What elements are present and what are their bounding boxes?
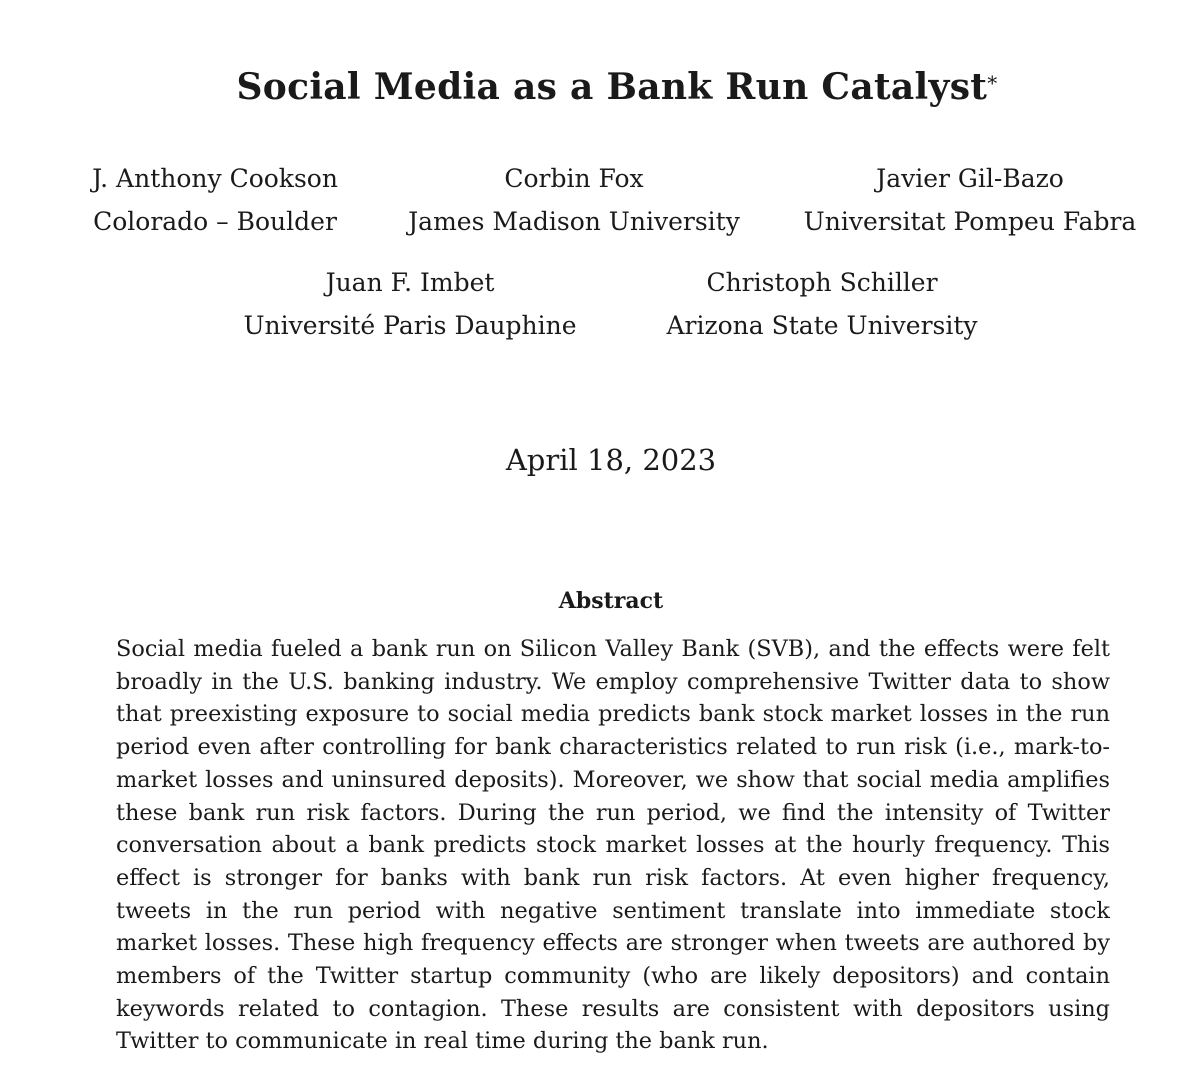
paper-date: April 18, 2023 xyxy=(505,443,717,477)
author-block-2 xyxy=(364,157,784,243)
author-affiliation: Universitat Pompeu Fabra xyxy=(803,207,1137,236)
author-name: J. Anthony Cookson xyxy=(92,164,338,193)
author-name: Juan F. Imbet xyxy=(325,268,495,297)
title-footnote-mark: * xyxy=(987,71,998,95)
paper-title-text: Social Media as a Bank Run Catalyst xyxy=(236,66,988,108)
author-name: Christoph Schiller xyxy=(706,268,938,297)
paper-title xyxy=(0,62,1200,112)
author-affiliation: Université Paris Dauphine xyxy=(243,311,577,340)
author-name: Corbin Fox xyxy=(504,164,644,193)
author-affiliation: Arizona State University xyxy=(666,311,978,340)
author-block-1 xyxy=(5,157,425,243)
abstract-heading: Abstract xyxy=(558,588,664,614)
author-affiliation: James Madison University xyxy=(408,207,740,236)
author-affiliation: Colorado – Boulder xyxy=(93,207,337,236)
author-block-4 xyxy=(200,261,620,347)
author-block-3 xyxy=(760,157,1180,243)
author-block-5 xyxy=(612,261,1032,347)
abstract-body: Social media fueled a bank run on Silicon Valley Bank (SVB), and the effects were felt broadly in the U.S. banking industry. We employ comprehensive Twitter data to show that preexisting exposure to social media predicts bank stock market losses in the run period even after controlling for bank characteristics related to run risk (i.e., mark-to-market losses and uninsured deposits). Moreover, we show that social media amplifies these bank run risk factors. During the run period, we find the intensity of Twitter conversation about a bank predicts stock market losses at the hourly frequency. This effect is stronger for banks with bank run risk factors. At even higher frequency, tweets in the run period with negative sentiment translate into immediate stock market losses. These high frequency effects are stronger when tweets are authored by members of the Twitter startup community (who are likely depositors) and contain keywords related to contagion. These results are consistent with depositors using Twitter to communicate in real time during the bank run. xyxy=(116,636,1110,1055)
author-name: Javier Gil-Bazo xyxy=(876,164,1064,193)
